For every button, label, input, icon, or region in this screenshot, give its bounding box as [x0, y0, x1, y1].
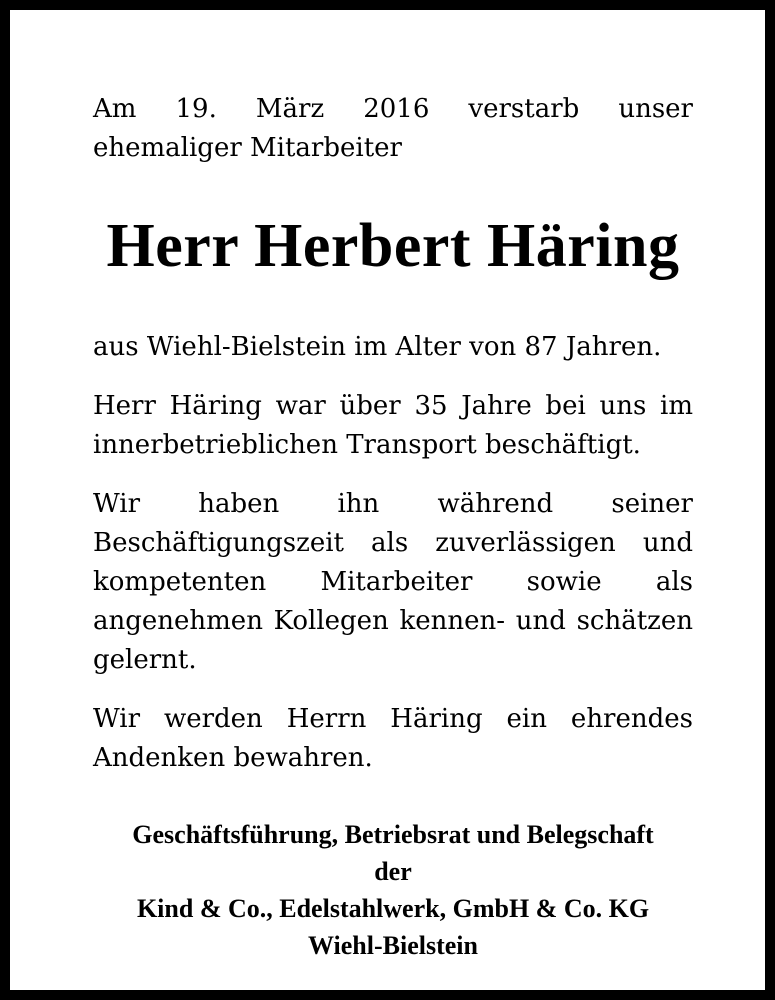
signature-line-1: Geschäftsführung, Betriebsrat und Belegschaft — [132, 820, 654, 849]
remembrance-text: Wir werden Herrn Häring ein ehrendes Andenken bewahren. — [93, 704, 693, 773]
signature-line-4: Wiehl-Bielstein — [308, 931, 478, 960]
signature-block — [93, 816, 693, 964]
signature-line-2: der — [374, 857, 412, 886]
obituary-content — [93, 90, 693, 964]
signature-line-3: Kind & Co., Edelstahlwerk, GmbH & Co. KG — [136, 894, 650, 923]
origin-text: aus Wiehl-Bielstein im Alter von 87 Jahren. — [93, 332, 662, 362]
appreciation-text: Wir haben ihn während seiner Beschäftigungszeit als zuverlässigen und kompetenten Mitarbeiter sowie als angenehmen Kollegen kennen- und schätzen gelernt. — [93, 489, 693, 675]
intro-text: Am 19. März 2016 verstarb unser ehemaliger Mitarbeiter — [93, 94, 693, 163]
service-text: Herr Häring war über 35 Jahre bei uns im innerbetrieblichen Transport beschäftigt. — [93, 391, 693, 460]
deceased-name: Herr Herbert Häring — [106, 212, 680, 280]
